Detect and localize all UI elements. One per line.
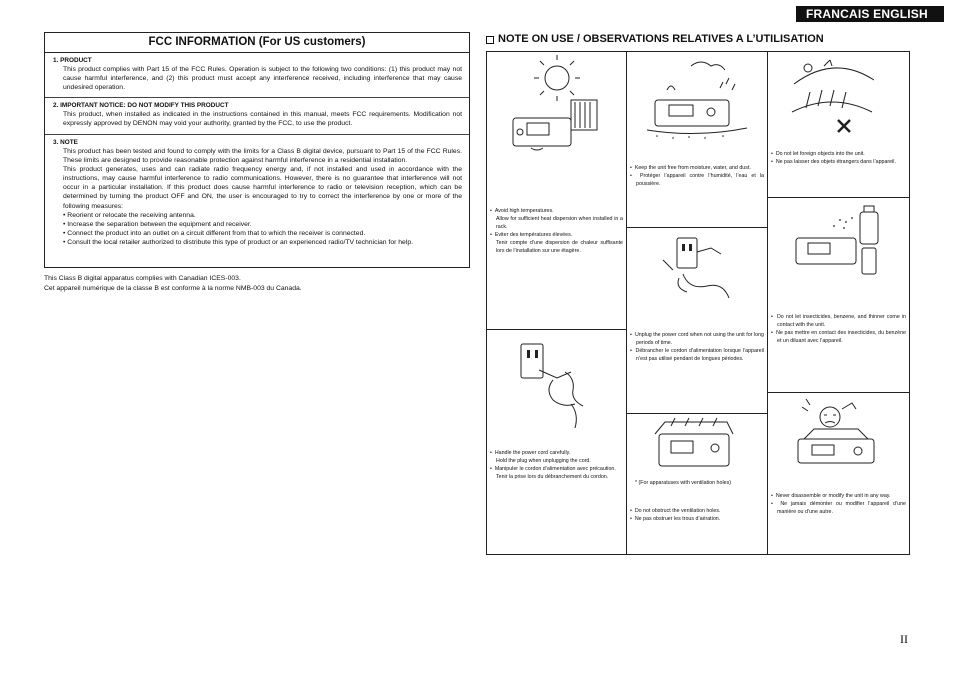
- list-item: • Ne pas mettre en contact des insecticides, du benzène et un diluant avec l’appareil.: [771, 330, 906, 346]
- ventilation-illustration: [627, 414, 768, 478]
- note-cell-cord: [487, 330, 626, 554]
- note-column-3: [768, 52, 909, 554]
- list-item: • Never disassemble or modify the unit in any way.: [771, 493, 906, 501]
- fcc-section-heading: 1. PRODUCT: [53, 57, 92, 64]
- list-item: • Protéger l’appareil contre l’humidité, l’eau et la poussière.: [630, 173, 764, 189]
- note-cell-foreign: [768, 52, 909, 198]
- fcc-section-body: This product complies with Part 15 of the FCC Rules. Operation is subject to the following two conditions: (1) this product may not cause harmful interference, and (2) this product must accept any interference received, including interference that may cause undesired operation.: [63, 66, 462, 92]
- note-text-foreign: [771, 151, 906, 167]
- disassembly-illustration: [768, 393, 909, 483]
- note-heading: [486, 33, 824, 46]
- checkbox-square-icon: [486, 36, 494, 44]
- list-item: • Eviter des températures élevées. Tenir compte d’une dispersion de chaleur suffisante lors de l’installation sur une étagère.: [490, 232, 623, 256]
- sun-heat-illustration: [487, 52, 627, 202]
- language-badge: FRANCAIS ENGLISH: [796, 6, 944, 22]
- list-item: • Do not let foreign objects into the unit.: [771, 151, 906, 159]
- note-text-unplug: [630, 332, 764, 364]
- list-item: • Do not obstruct the ventilation holes.: [630, 508, 764, 516]
- fcc-section-product: [45, 53, 469, 98]
- list-item: • Handle the power cord carefully. Hold the plug when unplugging the cord.: [490, 450, 623, 466]
- fcc-information-box: [44, 32, 470, 268]
- fcc-section-body: This product has been tested and found to comply with the limits for a Class B digital device, pursuant to Part 15 of the FCC Rules. These limits are designed to provide reasonable protection against harmful interference in a residential installation.: [63, 148, 462, 165]
- note-grid: [486, 51, 910, 555]
- list-item: • Connect the product into an outlet on a circuit different from that to which the receiver is connected.: [63, 229, 462, 238]
- fcc-section-notice: [45, 98, 469, 135]
- spray-can-illustration: [768, 198, 909, 288]
- note-column-2: [627, 52, 768, 554]
- fcc-section-note: [45, 135, 469, 267]
- list-item: • Reorient or relocate the receiving antenna.: [63, 211, 462, 220]
- ventilation-footnote: * (For apparatuses with ventilation holes): [635, 480, 731, 486]
- note-text-heat: [490, 208, 623, 255]
- plug-outlet-illustration: [487, 330, 627, 440]
- list-item: • Débrancher le cordon d’alimentation lorsque l’appareil n’est pas utilisé pendant de longues périodes.: [630, 348, 764, 364]
- page-number: II: [900, 632, 908, 646]
- list-item: • Consult the local retailer authorized to distribute this type of product or an experienced radio/TV technician for help.: [63, 238, 462, 247]
- list-item: • Unplug the power cord when not using the unit for long periods of time.: [630, 332, 764, 348]
- note-text-moisture: [630, 165, 764, 189]
- list-item: • Manipuler le cordon d’alimentation avec précaution. Tenir la prise lors du débranchement du cordon.: [490, 466, 623, 482]
- fcc-title: FCC INFORMATION (For US customers): [45, 33, 469, 53]
- moisture-dust-illustration: [627, 52, 768, 152]
- note-text-insecticide: [771, 314, 906, 346]
- canada-compliance: [44, 274, 474, 294]
- note-text-disassemble: [771, 493, 906, 517]
- list-item: • Increase the separation between the equipment and receiver.: [63, 220, 462, 229]
- list-item: • Keep the unit free from moisture, water, and dust.: [630, 165, 764, 173]
- foreign-objects-illustration: [768, 52, 909, 142]
- note-cell-vent: [627, 414, 767, 554]
- note-cell-disassemble: [768, 393, 909, 554]
- list-item: • Ne pas laisser des objets étrangers dans l’appareil.: [771, 159, 906, 167]
- canada-french: Cet appareil numérique de la classe B est conforme à la norme NMB-003 du Canada.: [44, 285, 302, 292]
- note-cell-unplug: [627, 228, 767, 414]
- note-cell-heat: [487, 52, 626, 330]
- fcc-section-body-2: This product generates, uses and can radiate radio frequency energy and, if not installed and used in accordance with the instructions, may cause harmful interference to radio communications. However, there is no guarantee that interference will not occur in a particular installation. If this product does cause harmful interference to radio or television reception, which can be determined by turning the product OFF and ON, the user is encouraged to try to correct the interference by one or more of the following measures:: [63, 166, 462, 210]
- fcc-section-body: This product, when installed as indicated in the instructions contained in this manual, meets FCC requirements. Modification not expressly approved by DENON may void your authority, granted by the FCC, to use the product.: [63, 111, 462, 128]
- note-cell-moisture: [627, 52, 767, 228]
- wall-outlet-illustration: [627, 228, 768, 318]
- list-item: • Ne pas obstruer les trous d’aération.: [630, 516, 764, 524]
- note-text-cord: [490, 450, 623, 482]
- fcc-section-heading: 3. NOTE: [53, 139, 78, 146]
- note-column-1: [487, 52, 627, 554]
- note-text-vent: [630, 508, 764, 524]
- note-cell-insecticide: [768, 198, 909, 393]
- list-item: • Ne jamais démonter ou modifier l’appareil d’une manière ou d’une autre.: [771, 501, 906, 517]
- fcc-measures-list: [53, 211, 462, 247]
- list-item: • Do not let insecticides, benzene, and thinner come in contact with the unit.: [771, 314, 906, 330]
- fcc-section-heading: 2. IMPORTANT NOTICE: DO NOT MODIFY THIS PRODUCT: [53, 102, 229, 109]
- canada-english: This Class B digital apparatus complies with Canadian ICES-003.: [44, 275, 241, 282]
- note-heading-text: NOTE ON USE / OBSERVATIONS RELATIVES A L’UTILISATION: [498, 33, 824, 45]
- list-item: • Avoid high temperatures. Allow for sufficient heat dispersion when installed in a rack.: [490, 208, 623, 232]
